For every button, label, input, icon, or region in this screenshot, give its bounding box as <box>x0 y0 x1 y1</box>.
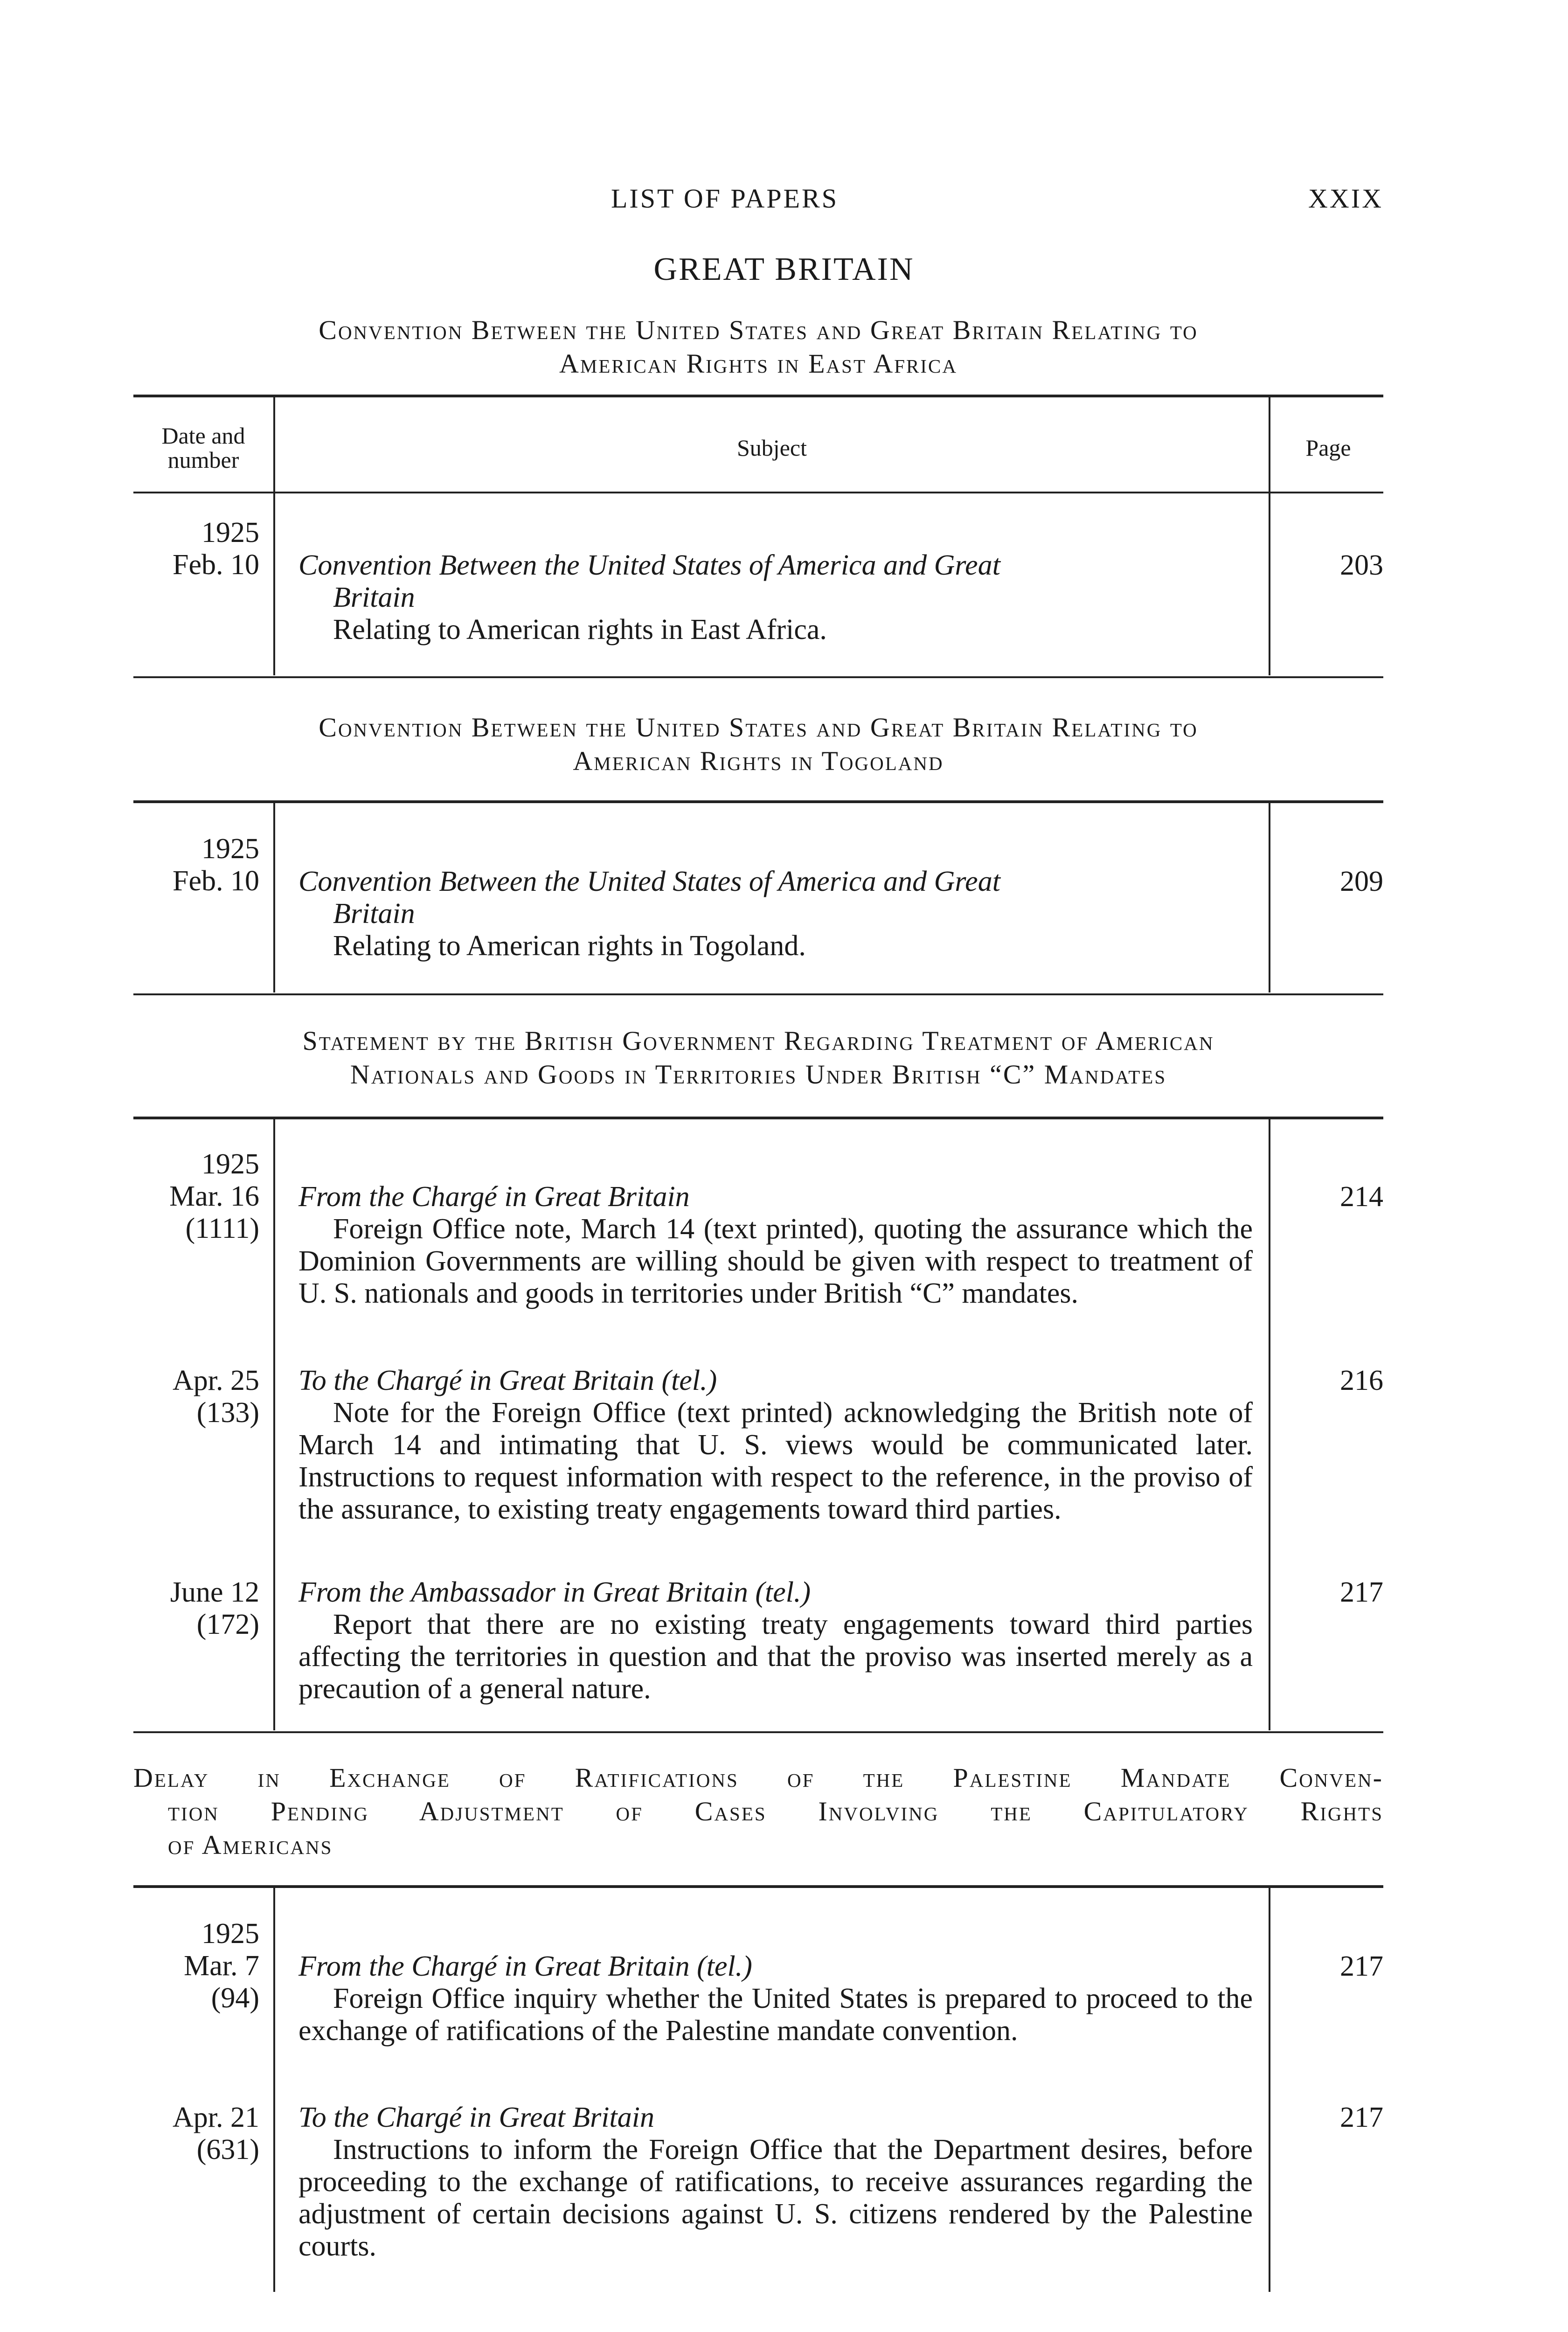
column-divider <box>273 1117 275 1730</box>
entry-page: 217 <box>1340 1950 1383 1982</box>
entry-date: Apr. 25 (133) <box>173 1365 259 1429</box>
entry-subject: From the Chargé in Great Britain Foreign Office note, March 14 (text printed), quoting the assurance which the Dominion Governments are willing should be given with respect to treatment of U. S. nationals and goods in territories under British “C” mandates. <box>298 1181 1253 1309</box>
column-divider <box>1269 1886 1270 2292</box>
table-top-rule <box>133 1117 1383 1119</box>
section-bottom-rule <box>133 1731 1383 1733</box>
entry-subject: To the Chargé in Great Britain (tel.) Note for the Foreign Office (text printed) acknowledging the British note of March 14 and intimating that U. S. views would be communicated later. Instructions to request information with respect to the reference, in the proviso of the assurance, to existing treaty engagements toward third parties. <box>298 1365 1253 1525</box>
table-top-rule <box>133 800 1383 803</box>
page-number: XXIX <box>1308 183 1383 214</box>
column-divider <box>1269 801 1270 992</box>
column-divider <box>273 1886 275 2292</box>
column-header-subject: Subject <box>737 435 807 461</box>
table-header-rule <box>133 492 1383 493</box>
entry-date: Apr. 21 (631) <box>173 2102 259 2165</box>
section-title-c-mandates: Statement by the British Government Regarding Treatment of American Nationals and Goods in Territories Under British “C” Mandates <box>302 1026 1214 1090</box>
column-header-date: Date and number <box>161 423 245 473</box>
entry-subject: To the Chargé in Great Britain Instructions to inform the Foreign Office that the Department desires, before proceeding to the exchange of ratifications, to receive assurances regarding the adjustment of certain decisions against U. S. citizens rendered by the Palestine courts. <box>298 2102 1253 2262</box>
entry-date: 1925 Feb. 10 <box>173 517 259 581</box>
section-bottom-rule <box>133 676 1383 678</box>
entry-subject: Convention Between the United States of America and Great Britain Relating to American rights in Togoland. <box>298 866 1000 962</box>
column-divider <box>273 801 275 992</box>
entry-page: 209 <box>1340 866 1383 897</box>
entry-date: 1925 Feb. 10 <box>173 833 259 897</box>
entry-subject: Convention Between the United States of America and Great Britain Relating to American rights in East Africa. <box>298 549 1000 645</box>
table-top-rule <box>133 395 1383 397</box>
column-divider <box>1269 1117 1270 1730</box>
entry-subject: From the Chargé in Great Britain (tel.) Foreign Office inquiry whether the United States is prepared to proceed to the exchange of ratifications of the Palestine mandate convention. <box>298 1950 1253 2047</box>
column-header-page: Page <box>1305 435 1351 461</box>
entry-page: 214 <box>1340 1181 1383 1213</box>
page-header <box>0 183 1568 215</box>
table-top-rule <box>133 1885 1383 1888</box>
section-title-togoland: Convention Between the United States and Great Britain Relating to American Rights in Togoland <box>319 712 1198 776</box>
section-title-east-africa: Convention Between the United States and Great Britain Relating to American Rights in East Africa <box>319 315 1198 379</box>
entry-date: 1925 Mar. 16 (1111) <box>169 1148 259 1244</box>
entry-page: 216 <box>1340 1365 1383 1396</box>
column-divider <box>1269 396 1270 675</box>
section-bottom-rule <box>133 993 1383 995</box>
entry-date: June 12 (172) <box>170 1576 259 1640</box>
entry-subject: From the Ambassador in Great Britain (tel.) Report that there are no existing treaty engagements toward third parties affecting the territories in question and that the proviso was inserted merely as a precaution of a general nature. <box>298 1576 1253 1705</box>
country-title: GREAT BRITAIN <box>653 251 915 287</box>
entry-page: 203 <box>1340 549 1383 581</box>
entry-page: 217 <box>1340 1576 1383 1608</box>
section-title-palestine-mandate: Delay in Exchange of Ratifications of the Palestine Mandate Conven- tion Pending Adjustment of Cases Involving the Capitulatory Rights of Americans <box>133 1763 1383 1860</box>
entry-date: 1925 Mar. 7 (94) <box>184 1918 259 2014</box>
column-divider <box>273 396 275 675</box>
entry-page: 217 <box>1340 2102 1383 2133</box>
running-title: LIST OF PAPERS <box>611 183 839 214</box>
